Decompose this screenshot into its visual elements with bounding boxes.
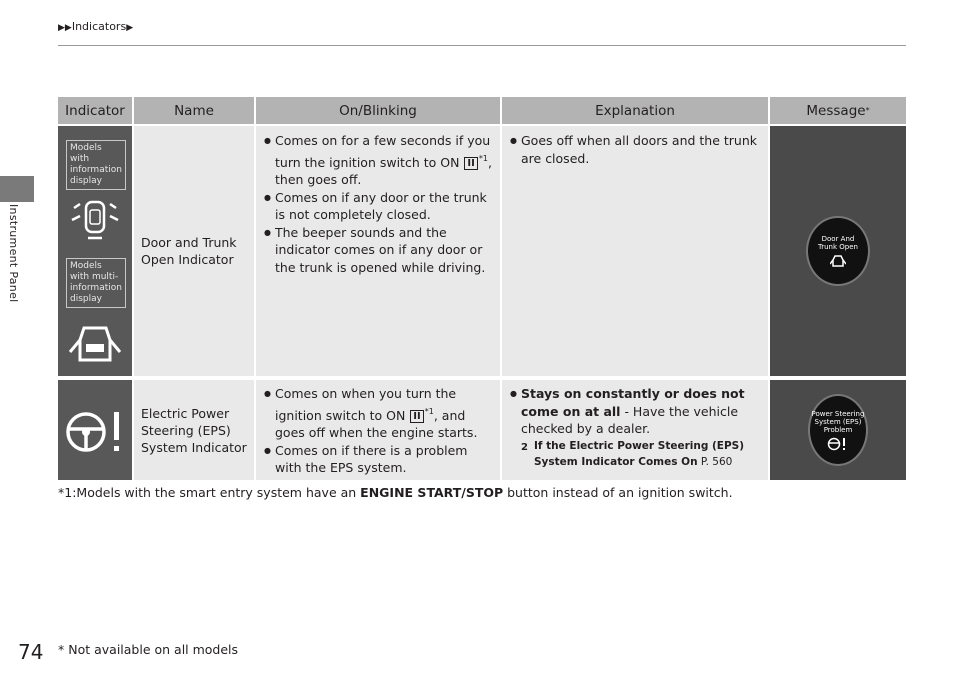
- header-explanation: Explanation: [502, 97, 768, 124]
- not-available-note: * Not available on all models: [58, 642, 239, 657]
- name-cell-eps: [134, 380, 254, 480]
- on-blinking-item: ● The beeper sounds and the indicator comes on if any door or the trunk is opened while driving.: [264, 224, 494, 277]
- breadcrumb-arrow-icon: ▶▶: [58, 23, 72, 33]
- on-blinking-item: ● Comes on when you turn the ignition switch to ON II $^{*1}$, and goes off when the engine starts.: [264, 385, 494, 442]
- message-display-eps: Power Steering System (EPS) Problem: [808, 394, 868, 466]
- on-blinking-item: ● Comes on for a few seconds if you turn the ignition switch to ON II $^{*1}$, then goes off.: [264, 132, 494, 189]
- header-rule: [58, 45, 906, 46]
- breadcrumb-label[interactable]: Indicators: [71, 20, 127, 33]
- indicator-name: Electric Power Steering (EPS) System Indicator: [141, 405, 247, 455]
- header-on-blinking: On/Blinking: [256, 97, 500, 124]
- cross-reference-link[interactable]: 2 If the Electric Power Steering (EPS) System Indicator Comes On P. 560: [521, 439, 745, 468]
- ignition-key-icon: II: [410, 410, 423, 423]
- explanation-cell-door: [502, 126, 768, 376]
- footnote: *1:Models with the smart entry system have an ENGINE START/STOP button instead of an ignition switch.: [58, 485, 733, 500]
- header-message: Message *: [770, 97, 906, 124]
- badge-multi-information-display: Models with multi-information display: [66, 258, 126, 308]
- message-display-door: Door And Trunk Open: [806, 216, 870, 286]
- indicator-name: Door and Trunk Open Indicator: [141, 235, 237, 267]
- on-blinking-item: ● Comes on if any door or the trunk is not completely closed.: [264, 189, 494, 224]
- explanation-cell-eps: [502, 380, 768, 480]
- on-blinking-item: ● Comes on if there is a problem with the EPS system.: [264, 442, 494, 477]
- ignition-key-icon: II: [464, 157, 477, 170]
- header-indicator: Indicator: [58, 97, 132, 124]
- chapter-tab: [0, 176, 34, 202]
- badge-information-display: Models with information display: [66, 140, 126, 190]
- header-name: Name: [134, 97, 254, 124]
- side-label: Instrument Panel: [7, 204, 20, 303]
- steering-wheel-warning-icon: [827, 437, 849, 451]
- door-open-car-icon: [830, 254, 846, 268]
- page-number: 74: [18, 640, 44, 664]
- steering-wheel-warning-icon: [64, 410, 128, 454]
- breadcrumb: [58, 20, 133, 33]
- name-cell-door: [134, 126, 254, 376]
- door-open-car-icon: [68, 322, 122, 366]
- explanation-item: ● Goes off when all doors and the trunk are closed.: [510, 132, 760, 167]
- breadcrumb-arrow-icon: ▶: [126, 23, 134, 33]
- explanation-item: ● Stays on constantly or does not come on at all - Have the vehicle checked by a dealer.: [510, 385, 762, 438]
- door-open-icon: [66, 196, 124, 244]
- reference-arrow-icon: 2: [521, 441, 528, 453]
- on-blinking-cell-door: [256, 126, 500, 376]
- on-blinking-cell-eps: [256, 380, 500, 480]
